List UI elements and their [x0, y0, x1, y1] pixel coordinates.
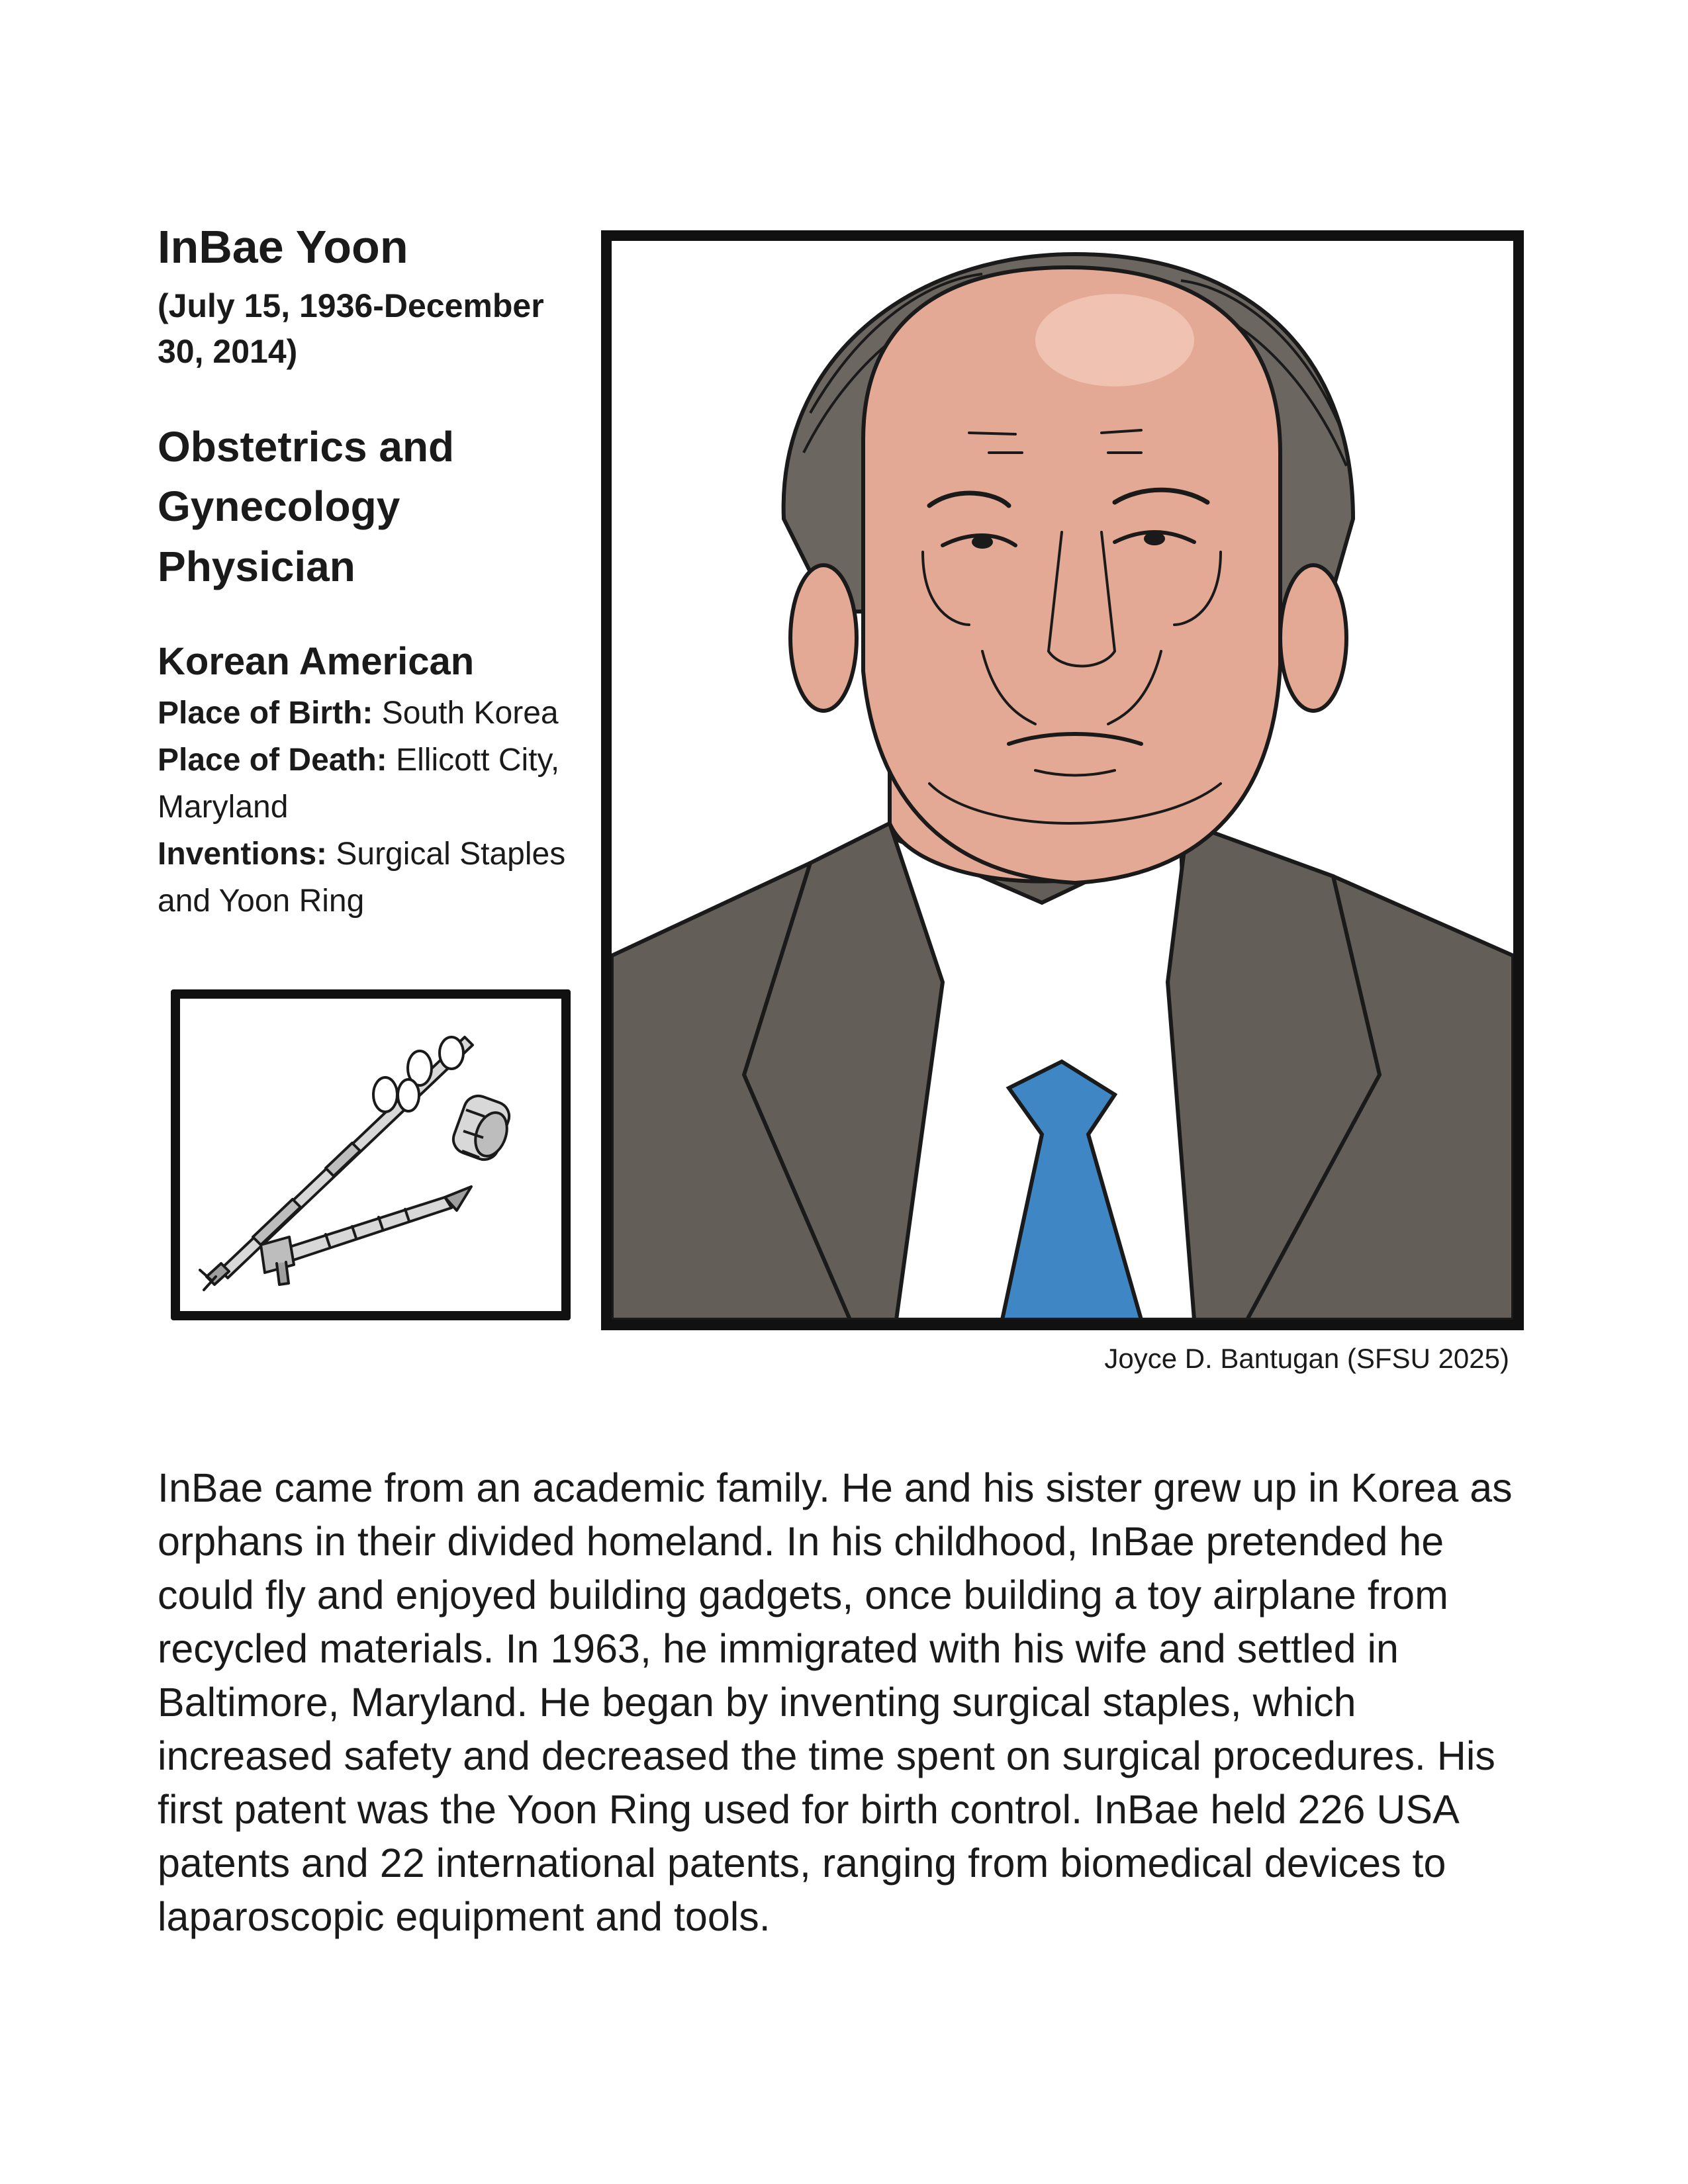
- facts-list: [158, 690, 581, 925]
- fact-label: Place of Death:: [158, 742, 387, 778]
- fact-label: Inventions:: [158, 836, 328, 872]
- illustration-credit: Joyce D. Bantugan (SFSU 2025): [1104, 1343, 1509, 1374]
- life-dates: (July 15, 1936-December 30, 2014): [158, 287, 544, 370]
- fact-place-of-death: [158, 737, 581, 831]
- fact-label: Place of Birth:: [158, 695, 373, 731]
- heritage-heading: Korean American: [158, 640, 475, 684]
- profession-heading: Obstetrics and Gynecology Physician: [158, 422, 455, 591]
- portrait-illustration: [601, 230, 1524, 1330]
- fact-inventions: [158, 831, 581, 925]
- fact-value: Surgical Staples and Yoon Ring: [158, 836, 566, 919]
- profile-sidebar: [158, 218, 581, 925]
- portrait-drawing: [612, 241, 1513, 1320]
- biography-paragraph: InBae came from an academic family. He and his sister grew up in Korea as orphans in their divided homeland. In his childhood, InBae pretended he could fly and enjoyed building gadgets, once building a toy airplane from recycled materials. In 1963, he immigrated with his wife and settled in Baltimore, Maryland. He began by inventing surgical staples, which increased safety and decreased the time spent on surgical procedures. His first patent was the Yoon Ring used for birth control. InBae held 226 USA patents and 22 international patents, ranging from biomedical devices to laparoscopic equipment and tools.: [158, 1465, 1513, 1939]
- fact-place-of-birth: [158, 690, 581, 737]
- fact-value: South Korea: [381, 695, 559, 731]
- surgical-tools-drawing: [180, 999, 561, 1311]
- fact-value: Ellicott City, Maryland: [158, 742, 560, 825]
- inventions-illustration: [171, 989, 571, 1320]
- person-name: InBae Yoon: [158, 221, 408, 273]
